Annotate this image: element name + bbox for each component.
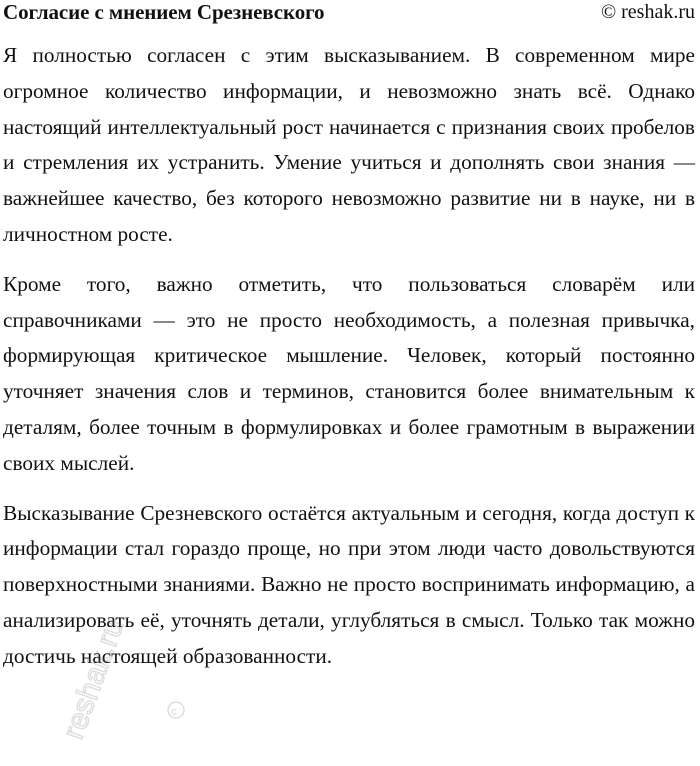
paragraph-2: Кроме того, важно отметить, что пользоваться словарём или справочниками — это не просто необходимость, а полезная привычка, формирующая критическое мышление. Человек, который постоянно уточняет значения слов и терминов, становится более внимательным к деталям, более точным в формулировках и более грамотным в выражении своих мыслей. [3, 271, 695, 475]
essay-body [3, 38, 695, 689]
paragraph-3: Высказывание Срезневского остаётся актуальным и сегодня, когда доступ к информации стал гораздо проще, но при этом люди часто довольствуются поверхностными знаниями. Важно не просто воспринимать информацию, а анализировать её, уточнять детали, углубляться в смысл. Только так можно достичь настоящей образованности. [3, 500, 695, 668]
watermark-text: reshak.ru [56, 614, 131, 744]
page-header [3, 0, 695, 26]
paragraph-1: Я полностью согласен с этим высказыванием. В современном мире огромное количество информации, и невозможно знать всё. Однако настоящий интеллектуальный рост начинается с признания своих пробелов и стремления их устранить. Умение учиться и дополнять свои знания — важнейшее качество, без которого невозможно развитие ни в науке, ни в личностном росте. [3, 43, 695, 246]
page-title: Согласие с мнением Срезневского [3, 0, 325, 24]
copyright-notice: © reshak.ru [600, 1, 695, 23]
svg-text:c: c [171, 706, 177, 718]
